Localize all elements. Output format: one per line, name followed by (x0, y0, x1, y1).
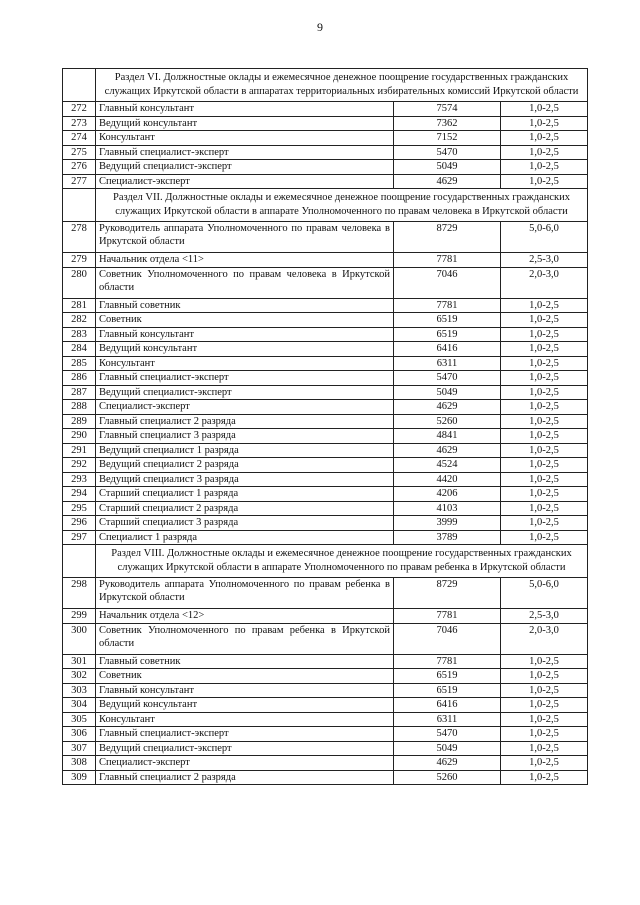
salary-value: 3789 (394, 530, 501, 545)
position-name: Консультант (96, 131, 394, 146)
bonus-ratio: 1,0-2,5 (501, 770, 588, 785)
section-number-cell (63, 69, 96, 102)
position-name: Главный специалист 3 разряда (96, 429, 394, 444)
row-number: 294 (63, 487, 96, 502)
position-name: Специалист 1 разряда (96, 530, 394, 545)
row-number: 291 (63, 443, 96, 458)
row-number: 280 (63, 267, 96, 298)
table-row (63, 371, 588, 386)
salary-value: 4629 (394, 400, 501, 415)
table-row (63, 623, 588, 654)
row-number: 301 (63, 654, 96, 669)
table-row (63, 472, 588, 487)
row-number: 309 (63, 770, 96, 785)
salary-value: 6416 (394, 698, 501, 713)
row-number: 272 (63, 102, 96, 117)
position-name: Главный специалист-эксперт (96, 371, 394, 386)
salary-value: 7046 (394, 267, 501, 298)
table-row (63, 356, 588, 371)
salary-value: 6311 (394, 712, 501, 727)
table-row (63, 385, 588, 400)
salary-value: 4629 (394, 756, 501, 771)
bonus-ratio: 2,0-3,0 (501, 267, 588, 298)
position-name: Главный советник (96, 654, 394, 669)
table-row (63, 698, 588, 713)
salary-value: 4629 (394, 443, 501, 458)
position-name: Главный специалист-эксперт (96, 145, 394, 160)
position-name: Ведущий специалист 3 разряда (96, 472, 394, 487)
bonus-ratio: 1,0-2,5 (501, 371, 588, 386)
section-title: Раздел VIII. Должностные оклады и ежемесячное денежное поощрение государственных гражданских служащих Иркутской области в аппарате Уполномоченного по правам ребенка в Иркутской области (96, 545, 588, 578)
row-number: 282 (63, 313, 96, 328)
row-number: 305 (63, 712, 96, 727)
row-number: 289 (63, 414, 96, 429)
salary-value: 5260 (394, 414, 501, 429)
position-name: Советник (96, 313, 394, 328)
position-name: Ведущий специалист-эксперт (96, 160, 394, 175)
salary-value: 7046 (394, 623, 501, 654)
table-row (63, 313, 588, 328)
table-row (63, 160, 588, 175)
row-number: 298 (63, 578, 96, 609)
table-row (63, 609, 588, 624)
bonus-ratio: 1,0-2,5 (501, 385, 588, 400)
bonus-ratio: 1,0-2,5 (501, 414, 588, 429)
section-number-cell (63, 189, 96, 222)
bonus-ratio: 1,0-2,5 (501, 116, 588, 131)
bonus-ratio: 1,0-2,5 (501, 741, 588, 756)
bonus-ratio: 1,0-2,5 (501, 160, 588, 175)
row-number: 293 (63, 472, 96, 487)
position-name: Главный консультант (96, 327, 394, 342)
bonus-ratio: 1,0-2,5 (501, 669, 588, 684)
salary-value: 5470 (394, 145, 501, 160)
salary-value: 7574 (394, 102, 501, 117)
bonus-ratio: 1,0-2,5 (501, 443, 588, 458)
row-number: 307 (63, 741, 96, 756)
position-name: Старший специалист 1 разряда (96, 487, 394, 502)
salary-value: 4841 (394, 429, 501, 444)
table-row (63, 712, 588, 727)
table-row (63, 145, 588, 160)
bonus-ratio: 1,0-2,5 (501, 712, 588, 727)
section-header-row (63, 69, 588, 102)
bonus-ratio: 1,0-2,5 (501, 683, 588, 698)
bonus-ratio: 1,0-2,5 (501, 145, 588, 160)
salary-value: 5470 (394, 371, 501, 386)
table-row (63, 429, 588, 444)
salary-value: 7781 (394, 609, 501, 624)
bonus-ratio: 5,0-6,0 (501, 578, 588, 609)
bonus-ratio: 1,0-2,5 (501, 501, 588, 516)
row-number: 277 (63, 174, 96, 189)
position-name: Главный советник (96, 298, 394, 313)
bonus-ratio: 1,0-2,5 (501, 313, 588, 328)
position-name: Ведущий специалист 1 разряда (96, 443, 394, 458)
table-row (63, 770, 588, 785)
bonus-ratio: 1,0-2,5 (501, 102, 588, 117)
bonus-ratio: 1,0-2,5 (501, 654, 588, 669)
salary-value: 6519 (394, 683, 501, 698)
bonus-ratio: 1,0-2,5 (501, 174, 588, 189)
position-name: Главный специалист-эксперт (96, 727, 394, 742)
bonus-ratio: 2,0-3,0 (501, 623, 588, 654)
row-number: 303 (63, 683, 96, 698)
table-row (63, 116, 588, 131)
row-number: 274 (63, 131, 96, 146)
position-name: Советник (96, 669, 394, 684)
position-name: Руководитель аппарата Уполномоченного по правам ребенка в Иркутской области (96, 578, 394, 609)
position-name: Специалист-эксперт (96, 400, 394, 415)
salary-value: 6519 (394, 313, 501, 328)
bonus-ratio: 1,0-2,5 (501, 698, 588, 713)
row-number: 287 (63, 385, 96, 400)
table-row (63, 174, 588, 189)
position-name: Главный консультант (96, 102, 394, 117)
salary-value: 7362 (394, 116, 501, 131)
position-name: Ведущий консультант (96, 116, 394, 131)
salary-value: 6519 (394, 327, 501, 342)
bonus-ratio: 1,0-2,5 (501, 727, 588, 742)
row-number: 286 (63, 371, 96, 386)
salary-value: 7781 (394, 298, 501, 313)
salary-value: 7152 (394, 131, 501, 146)
position-name: Ведущий консультант (96, 698, 394, 713)
row-number: 281 (63, 298, 96, 313)
salary-table (62, 68, 588, 785)
row-number: 300 (63, 623, 96, 654)
salary-value: 6519 (394, 669, 501, 684)
salary-value: 5049 (394, 160, 501, 175)
row-number: 285 (63, 356, 96, 371)
position-name: Консультант (96, 712, 394, 727)
salary-value: 7781 (394, 253, 501, 268)
bonus-ratio: 2,5-3,0 (501, 253, 588, 268)
bonus-ratio: 1,0-2,5 (501, 530, 588, 545)
table-row (63, 756, 588, 771)
table-row (63, 683, 588, 698)
table-row (63, 578, 588, 609)
row-number: 296 (63, 516, 96, 531)
position-name: Ведущий специалист-эксперт (96, 385, 394, 400)
page-number: 9 (317, 20, 323, 34)
salary-value: 6311 (394, 356, 501, 371)
table-row (63, 102, 588, 117)
table-row (63, 298, 588, 313)
table-row (63, 487, 588, 502)
section-title: Раздел VII. Должностные оклады и ежемесячное денежное поощрение государственных гражданских служащих Иркутской области в аппарате Уполномоченного по правам человека в Иркутской области (96, 189, 588, 222)
table-row (63, 501, 588, 516)
table-row (63, 727, 588, 742)
position-name: Главный специалист 2 разряда (96, 770, 394, 785)
table-row (63, 253, 588, 268)
bonus-ratio: 1,0-2,5 (501, 516, 588, 531)
bonus-ratio: 1,0-2,5 (501, 400, 588, 415)
row-number: 297 (63, 530, 96, 545)
table-row (63, 131, 588, 146)
table-row (63, 327, 588, 342)
table-row (63, 342, 588, 357)
row-number: 302 (63, 669, 96, 684)
salary-value: 4629 (394, 174, 501, 189)
salary-value: 4206 (394, 487, 501, 502)
position-name: Специалист-эксперт (96, 756, 394, 771)
position-name: Старший специалист 3 разряда (96, 516, 394, 531)
salary-value: 8729 (394, 578, 501, 609)
salary-value: 8729 (394, 222, 501, 253)
row-number: 308 (63, 756, 96, 771)
row-number: 275 (63, 145, 96, 160)
salary-value: 3999 (394, 516, 501, 531)
position-name: Главный консультант (96, 683, 394, 698)
table-row (63, 222, 588, 253)
row-number: 288 (63, 400, 96, 415)
row-number: 292 (63, 458, 96, 473)
position-name: Старший специалист 2 разряда (96, 501, 394, 516)
salary-value: 5260 (394, 770, 501, 785)
table-row (63, 741, 588, 756)
position-name: Консультант (96, 356, 394, 371)
table-row (63, 400, 588, 415)
table-row (63, 530, 588, 545)
bonus-ratio: 1,0-2,5 (501, 131, 588, 146)
table-row (63, 414, 588, 429)
salary-value: 4420 (394, 472, 501, 487)
table-row (63, 267, 588, 298)
position-name: Начальник отдела <12> (96, 609, 394, 624)
row-number: 276 (63, 160, 96, 175)
position-name: Ведущий специалист 2 разряда (96, 458, 394, 473)
bonus-ratio: 1,0-2,5 (501, 356, 588, 371)
table-row (63, 516, 588, 531)
salary-value: 4103 (394, 501, 501, 516)
salary-value: 5049 (394, 741, 501, 756)
table-row (63, 654, 588, 669)
salary-value: 6416 (394, 342, 501, 357)
bonus-ratio: 1,0-2,5 (501, 298, 588, 313)
row-number: 278 (63, 222, 96, 253)
row-number: 283 (63, 327, 96, 342)
position-name: Специалист-эксперт (96, 174, 394, 189)
row-number: 304 (63, 698, 96, 713)
bonus-ratio: 2,5-3,0 (501, 609, 588, 624)
section-title: Раздел VI. Должностные оклады и ежемесячное денежное поощрение государственных гражданских служащих Иркутской области в аппаратах территориальных избирательных комиссий Иркутской области (96, 69, 588, 102)
position-name: Советник Уполномоченного по правам человека в Иркутской области (96, 267, 394, 298)
bonus-ratio: 5,0-6,0 (501, 222, 588, 253)
position-name: Главный специалист 2 разряда (96, 414, 394, 429)
row-number: 279 (63, 253, 96, 268)
position-name: Ведущий консультант (96, 342, 394, 357)
row-number: 306 (63, 727, 96, 742)
section-number-cell (63, 545, 96, 578)
row-number: 290 (63, 429, 96, 444)
bonus-ratio: 1,0-2,5 (501, 472, 588, 487)
salary-table-body (63, 69, 588, 785)
bonus-ratio: 1,0-2,5 (501, 429, 588, 444)
bonus-ratio: 1,0-2,5 (501, 756, 588, 771)
row-number: 284 (63, 342, 96, 357)
bonus-ratio: 1,0-2,5 (501, 458, 588, 473)
position-name: Ведущий специалист-эксперт (96, 741, 394, 756)
position-name: Руководитель аппарата Уполномоченного по правам человека в Иркутской области (96, 222, 394, 253)
table-row (63, 443, 588, 458)
salary-value: 5470 (394, 727, 501, 742)
salary-value: 5049 (394, 385, 501, 400)
bonus-ratio: 1,0-2,5 (501, 487, 588, 502)
position-name: Советник Уполномоченного по правам ребенка в Иркутской области (96, 623, 394, 654)
table-row (63, 458, 588, 473)
row-number: 273 (63, 116, 96, 131)
position-name: Начальник отдела <11> (96, 253, 394, 268)
row-number: 299 (63, 609, 96, 624)
row-number: 295 (63, 501, 96, 516)
bonus-ratio: 1,0-2,5 (501, 327, 588, 342)
salary-value: 7781 (394, 654, 501, 669)
section-header-row (63, 545, 588, 578)
salary-value: 4524 (394, 458, 501, 473)
table-row (63, 669, 588, 684)
section-header-row (63, 189, 588, 222)
bonus-ratio: 1,0-2,5 (501, 342, 588, 357)
